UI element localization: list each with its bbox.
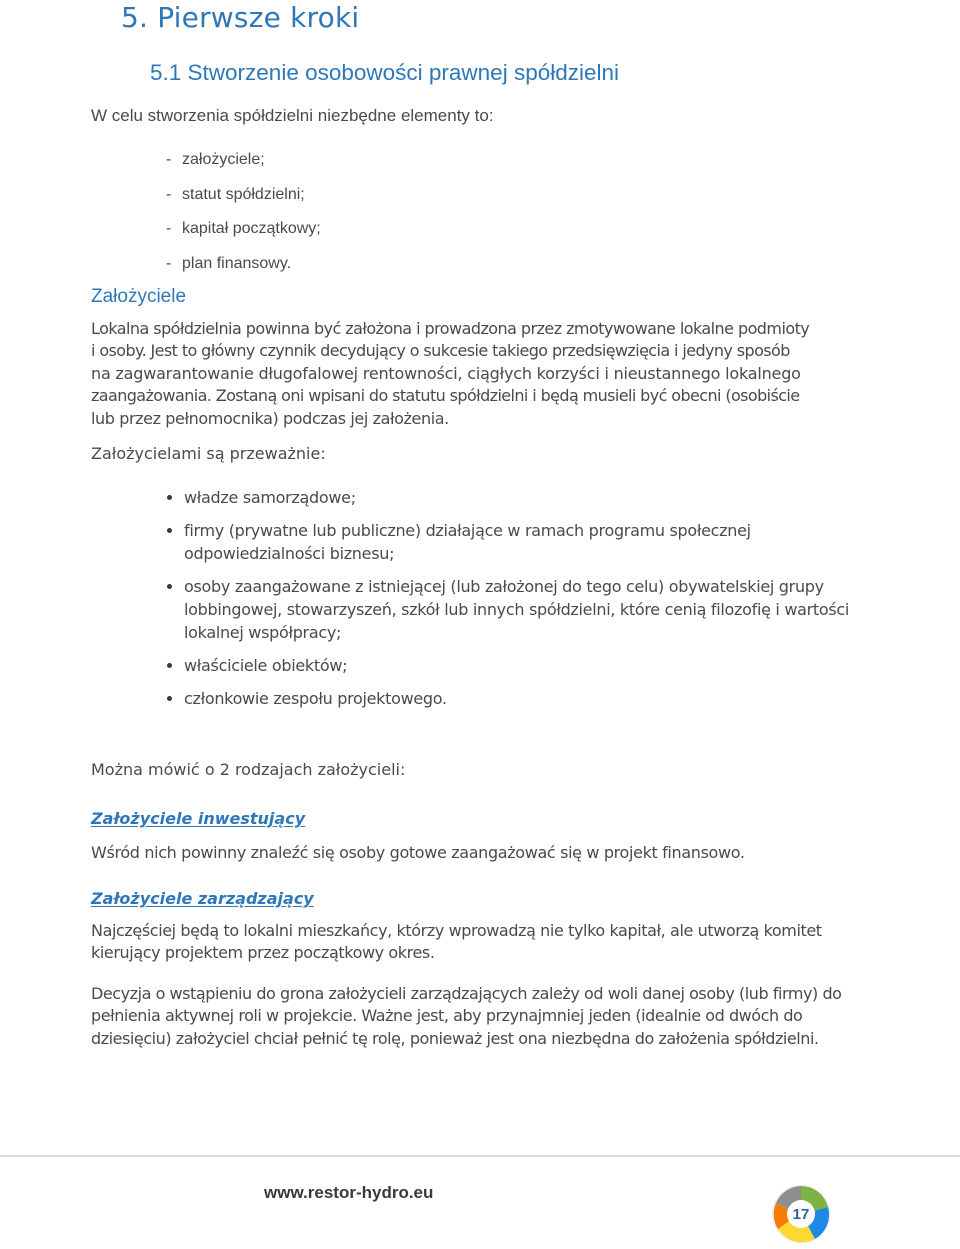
footer-divider bbox=[0, 1155, 960, 1157]
investing-founders-title: Założyciele inwestujący bbox=[91, 809, 306, 828]
managing-founders-decision-text: Decyzja o wstąpieniu do grona założycieli zarządzających zależy od woli danej osoby (lub firmy) do pełnienia aktywnej roli w projekcie. Ważne jest, aby przynajmniej jeden (idealnie od dwóch do dziesięciu) założyciel chciał pełnić tę rolę, ponieważ jest ona niezbędna do założenia spółdzielni. bbox=[91, 984, 842, 1048]
restor-hydro-swirl-logo-icon bbox=[770, 1183, 832, 1245]
types-lead: Można mówić o 2 rodzajach założycieli: bbox=[91, 760, 406, 779]
paragraph-line: na zagwarantowanie długofalowej rentowności, ciągłych korzyści i nieustannego lokalnego bbox=[91, 363, 801, 383]
list-item: - założyciele; bbox=[166, 151, 265, 168]
page-number: 17 bbox=[792, 1205, 810, 1223]
footer-website-link[interactable]: www.restor-hydro.eu bbox=[264, 1183, 434, 1202]
founders-paragraph bbox=[91, 318, 869, 430]
founders-lead: Założycielami są przeważnie: bbox=[91, 444, 326, 463]
list-item: członkowie zespołu projektowego. bbox=[165, 687, 865, 710]
list-item: właściciele obiektów; bbox=[165, 654, 865, 677]
list-item: firmy (prywatne lub publiczne) działające w ramach programu społecznej odpowiedzialności biznesu; bbox=[165, 519, 794, 565]
list-item: - statut spółdzielni; bbox=[166, 185, 305, 203]
intro-text: W celu stworzenia spółdzielni niezbędne elementy to: bbox=[91, 106, 494, 125]
founders-list bbox=[165, 486, 865, 720]
list-item: - plan finansowy. bbox=[166, 254, 292, 272]
page-title: 5. Pierwsze kroki bbox=[121, 1, 360, 34]
founders-heading: Założyciele bbox=[91, 286, 187, 307]
paragraph-line: zaangażowania. Zostaną oni wpisani do statutu spółdzielni i będą musieli być obecni (osobiście bbox=[91, 386, 800, 406]
investing-founders-text: Wśród nich powinny znaleźć się osoby gotowe zaangażować się w projekt finansowo. bbox=[91, 843, 745, 862]
list-item: - kapitał początkowy; bbox=[166, 220, 321, 237]
required-elements-list bbox=[166, 148, 321, 286]
paragraph-line: Lokalna spółdzielnia powinna być założona i prowadzona przez zmotywowane lokalne podmioty bbox=[91, 319, 810, 338]
list-item: władze samorządowe; bbox=[165, 486, 865, 509]
managing-founders-text: Najczęściej będą to lokalni mieszkańcy, którzy wprowadzą nie tylko kapitał, ale utworzą komitet kierujący projektem przez początkowy okres. bbox=[91, 921, 822, 963]
paragraph-line: i osoby. Jest to główny czynnik decydujący o sukcesie takiego przedsięwzięcia i jedyny sposób bbox=[91, 341, 790, 361]
section-heading: 5.1 Stworzenie osobowości prawnej spółdzielni bbox=[150, 60, 620, 85]
list-item: osoby zaangażowane z istniejącej (lub założonej do tego celu) obywatelskiej grupy lobbingowej, stowarzyszeń, szkół lub innych spółdzielni, które cenią filozofię i wartości lokalnej współpracy; bbox=[165, 575, 874, 644]
managing-founders-title: Założyciele zarządzający bbox=[91, 889, 314, 908]
paragraph-line: lub przez pełnomocnika) podczas jej założenia. bbox=[91, 408, 449, 428]
